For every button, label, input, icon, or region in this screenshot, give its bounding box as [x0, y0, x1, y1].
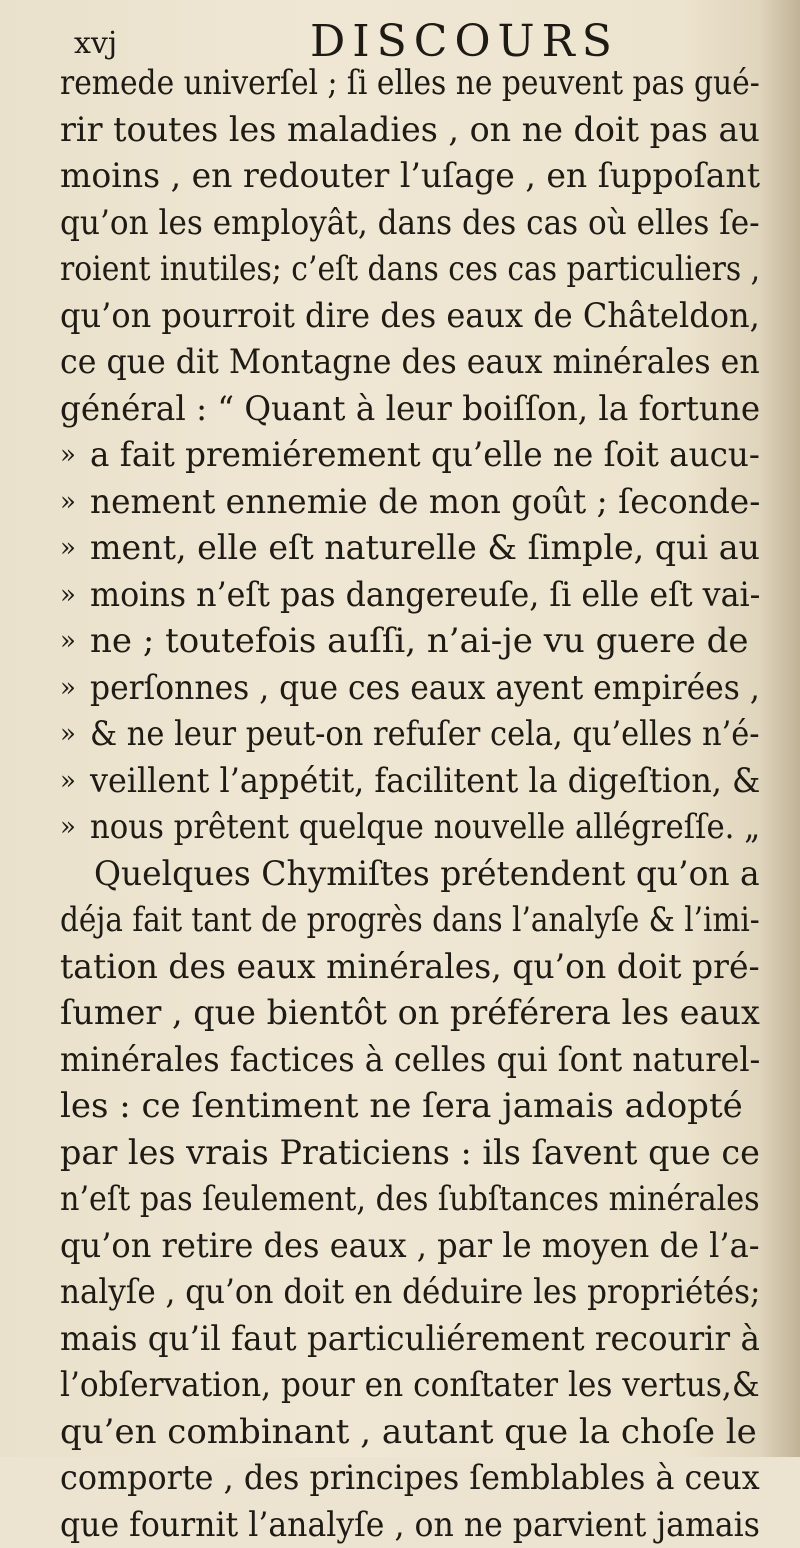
- text-line: [60, 804, 760, 851]
- running-title: DISCOURS: [310, 16, 619, 67]
- line-text: ce que dit Montagne des eaux minérales en: [60, 339, 760, 386]
- quotation-mark: »: [60, 432, 84, 479]
- text-line: [60, 479, 760, 526]
- text-line: [60, 1409, 760, 1456]
- quotation-mark: »: [60, 572, 84, 619]
- line-text: comporte , des principes ſemblables à ceux: [60, 1455, 760, 1502]
- text-line: [60, 1176, 760, 1223]
- text-line: [60, 618, 760, 665]
- line-text: mais qu’il faut particuliérement recourir à: [60, 1316, 760, 1363]
- text-line: [60, 1502, 760, 1548]
- text-line: [60, 1037, 760, 1084]
- line-text: général : “ Quant à leur boiſſon, la fortune: [60, 386, 760, 433]
- line-text: qu’en combinant , autant que la choſe le: [60, 1409, 757, 1456]
- line-text: nalyſe , qu’on doit en déduire les propriétés;: [60, 1269, 760, 1316]
- line-text: moins , en redouter l’uſage , en ſuppoſant: [60, 153, 760, 200]
- line-text: rir toutes les maladies , on ne doit pas au: [60, 107, 760, 154]
- text-line: [60, 60, 760, 107]
- quotation-mark: »: [60, 618, 84, 665]
- line-text: ſumer , que bientôt on préférera les eaux: [60, 990, 760, 1037]
- text-line: [60, 665, 760, 712]
- quotation-mark: »: [60, 804, 84, 851]
- line-text: qu’on pourroit dire des eaux de Châteldon,: [60, 293, 760, 340]
- line-text: & ne leur peut-on refuſer cela, qu’elles n’é-: [90, 711, 760, 758]
- line-text: nous prêtent quelque nouvelle allégreſſe. „: [90, 804, 760, 851]
- line-text: déja fait tant de progrès dans l’analyſe & l’imi-: [60, 897, 760, 944]
- line-text: tation des eaux minérales, qu’on doit pré-: [60, 944, 760, 991]
- text-line: [60, 711, 760, 758]
- text-line: [60, 339, 760, 386]
- line-text: perſonnes , que ces eaux ayent empirées ,: [90, 665, 760, 712]
- text-line: [60, 990, 760, 1037]
- body-text: [60, 60, 760, 1548]
- text-line: [60, 1130, 760, 1177]
- text-line: [60, 572, 760, 619]
- text-line: [60, 246, 760, 293]
- text-line: [60, 944, 760, 991]
- line-text: Quelques Chymiſtes prétendent qu’on a: [94, 851, 760, 898]
- line-text: remede univerſel ; ſi elles ne peuvent pas gué-: [60, 60, 760, 107]
- text-line: [60, 851, 760, 898]
- text-line: [60, 1316, 760, 1363]
- line-text: ne ; toutefois auſſi, n’ai-je vu guere de: [90, 618, 748, 665]
- text-line: [60, 1455, 760, 1502]
- quotation-mark: »: [60, 525, 84, 572]
- quotation-mark: »: [60, 711, 84, 758]
- text-line: [60, 153, 760, 200]
- page-edge-shadow: [760, 0, 800, 1457]
- text-line: [60, 1083, 760, 1130]
- text-line: [60, 200, 760, 247]
- quotation-mark: »: [60, 479, 84, 526]
- line-text: que fournit l’analyſe , on ne parvient jamais: [60, 1502, 760, 1548]
- line-text: roient inutiles; c’eſt dans ces cas particuliers ,: [60, 246, 760, 293]
- text-line: [60, 432, 760, 479]
- line-text: minérales factices à celles qui ſont naturel-: [60, 1037, 760, 1084]
- line-text: qu’on retire des eaux , par le moyen de l’a-: [60, 1223, 760, 1270]
- line-text: moins n’eſt pas dangereuſe, ſi elle eſt vai-: [90, 572, 760, 619]
- line-text: n’eſt pas ſeulement, des ſubſtances minérales: [60, 1176, 760, 1223]
- line-text: l’obſervation, pour en conſtater les vertus,&: [60, 1362, 760, 1409]
- quotation-mark: »: [60, 758, 84, 805]
- line-text: a fait premiérement qu’elle ne ſoit aucu-: [90, 432, 760, 479]
- page-number: xvj: [74, 26, 117, 61]
- line-text: nement ennemie de mon goût ; ſeconde-: [90, 479, 760, 526]
- text-line: [60, 1269, 760, 1316]
- quotation-mark: »: [60, 665, 84, 712]
- text-line: [60, 758, 760, 805]
- text-line: [60, 897, 760, 944]
- text-line: [60, 1362, 760, 1409]
- line-text: qu’on les employât, dans des cas où elles ſe-: [60, 200, 760, 247]
- line-text: par les vrais Praticiens : ils ſavent que ce: [60, 1130, 760, 1177]
- text-line: [60, 525, 760, 572]
- line-text: veillent l’appétit, facilitent la digeſtion, &: [90, 758, 760, 805]
- text-line: [60, 293, 760, 340]
- line-text: les : ce ſentiment ne ſera jamais adopté: [60, 1083, 743, 1130]
- text-line: [60, 1223, 760, 1270]
- line-text: ment, elle eſt naturelle & ſimple, qui au: [90, 525, 760, 572]
- page-header: [74, 12, 774, 62]
- text-line: [60, 386, 760, 433]
- text-line: [60, 107, 760, 154]
